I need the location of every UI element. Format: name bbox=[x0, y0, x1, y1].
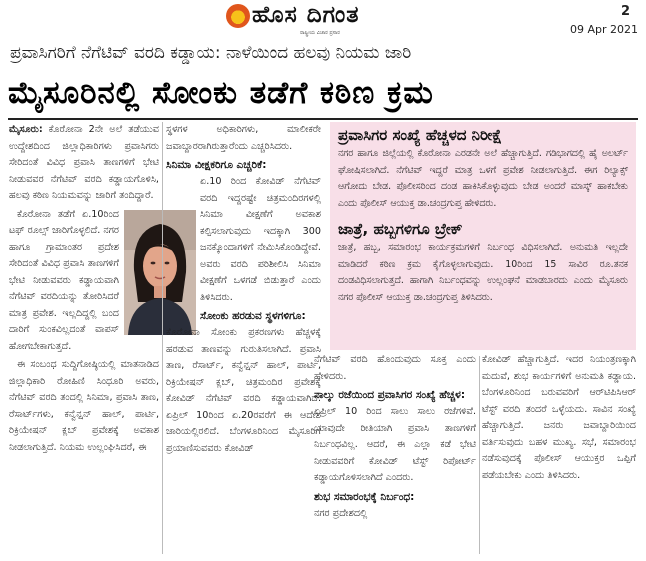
edition-date: 09 Apr 2021 bbox=[570, 23, 639, 36]
sun-logo-icon bbox=[226, 4, 250, 28]
body-paragraph: ಕೊರೋನಾ ಸೋಂಕು ಪ್ರಕರಣಗಳು ಹೆಚ್ಚಳಕ್ಕೆ ಹರಡುವ ತಾಣವನ್ನು ಗುರುತಿಸಲಾಗಿದೆ. ಪ್ರವಾಸಿ ತಾಣ, ರೆಸಾರ್ಟ್, ಕನ್ವೆನ್ಷನ್ ಹಾಲ್, ಪಾರ್ಟಿ, ರಿಕ್ರಿಯೇಷನ್ ಕ್ಲಬ್, ಚಿತ್ರಮಂದಿರ ಪ್ರವೇಶಕ್ಕೆ ಕೋವಿಡ್ ನೆಗೆಟಿವ್ ವರದಿ ಕಡ್ಡಾಯವಾಗಿದೆ. ಏಪ್ರಿಲ್ 10ರಿಂದ ಏ.20ರವರೆಗೆ ಈ ಆದೇಶ ಜಾರಿಯಲ್ಲಿರಲಿದೆ. ಬೆಂಗಳೂರಿನಿಂದ ಮೈಸೂರಿಗೆ ಪ್ರಯಾಣಿಸುವವರು ಕೋವಿಡ್ bbox=[166, 327, 321, 454]
body-paragraph: ಸ್ಥಳಗಳ ಅಧಿಕಾರಿಗಳು, ಮಾಲೀಕರೇ ಜವಾಬ್ದಾರರಾಗಿರುತ್ತಾರೆಂದು ಎಚ್ಚರಿಸಿದರು. bbox=[166, 124, 321, 152]
masthead bbox=[0, 0, 646, 42]
box-heading: ಪ್ರವಾಸಿಗರ ಸಂಖ್ಯೆ ಹೆಚ್ಚಳದ ನಿರೀಕ್ಷೆ bbox=[338, 126, 502, 144]
article-column-3 bbox=[314, 352, 476, 524]
subheading: ಶುಭ ಸಮಾರಂಭಕ್ಕೆ ನಿರ್ಬಂಧ: bbox=[314, 490, 415, 503]
boxed-sidebar-story bbox=[330, 122, 636, 350]
subheading: ನಾಲ್ಕು ರಜೆಯಿಂದ ಪ್ರವಾಸಿಗರ ಸಂಖ್ಯೆ ಹೆಚ್ಚಳ: bbox=[314, 389, 466, 401]
body-paragraph: ಏಪ್ರಿಲ್ 10 ರಿಂದ ಸಾಲು ಸಾಲು ರಜೆಗಳಿವೆ. ಯಾವುದೇ ರೀತಿಯಾಗಿ ಪ್ರವಾಸಿ ತಾಣಗಳಿಗೆ ನಿರ್ಬಂಧವಿಲ್ಲ. ಆದರೆ, ಈ ಎಲ್ಲಾ ಕಡೆ ಭೇಟಿ ನೀಡುವವರಿಗೆ ಕೋವಿಡ್ ಟೆಸ್ಟ್ ರಿಪೋರ್ಟ್ ಕಡ್ಡಾಯಗೊಳಿಸಲಾಗಿದೆ ಎಂದರು. bbox=[314, 406, 476, 483]
article-headline: ಮೈಸೂರಿನಲ್ಲಿ ಸೋಂಕು ತಡೆಗೆ ಕಠಿಣ ಕ್ರಮ bbox=[8, 75, 434, 111]
box-heading: ಜಾತ್ರೆ, ಹಬ್ಬಗಳಿಗೂ ಬ್ರೇಕ್ bbox=[338, 220, 463, 238]
column-divider bbox=[479, 356, 480, 554]
body-paragraph: ನೆಗೆಟಿವ್ ವರದಿ ಹೊಂದುವುದು ಸೂಕ್ತ ಎಂದು ಹೇಳಿದರು. bbox=[314, 354, 476, 382]
headline-divider bbox=[8, 118, 638, 120]
box-paragraph: ನಗರ ಹಾಗೂ ಜಿಲ್ಲೆಯಲ್ಲಿ ಕೊರೋನಾ ಎರಡನೇ ಅಲೆ ಹೆಚ್ಚಾಗುತ್ತಿದೆ. ಗಡಿಭಾಗದಲ್ಲಿ ಹೈ ಅಲರ್ಟ್ ಘೋಷಿಸಲಾಗಿದೆ. ನೆಗೆಟಿವ್ ಇದ್ದರೆ ಮಾತ್ರ ಒಳಗೆ ಪ್ರವೇಶ ನೀಡಲಾಗುತ್ತಿದೆ. ಈಗ ರಿಲ್ಯಾಕ್ಸ್ ಆಗೋದು ಬೇಡ. ಪೊಲೀಸರಿಂದ ದಂಡ ಹಾಕಿಸಿಕೊಳ್ಳುವುದು ಬೇಡ ಅಂದರೆ ಮಾಸ್ಕ್ ಹಾಕಬೇಕು ಎಂದು ಪೊಲೀಸ್ ಆಯುಕ್ತ ಡಾ.ಚಂದ್ರಗುಪ್ತ ಹೇಳಿದರು. bbox=[338, 148, 628, 209]
article-column-4 bbox=[482, 352, 636, 486]
subheading: ಸಿನಿಮಾ ವೀಕ್ಷಕರಿಗೂ ಎಚ್ಚರಿಕೆ: bbox=[166, 159, 267, 171]
body-paragraph: ಏ.10 ರಿಂದ ಕೋವಿಡ್ ನೆಗೆಟಿವ್ ವರದಿ ಇದ್ದರಷ್ಟೇ ಚಿತ್ರಮಂದಿರಗಳಲ್ಲಿ ಸಿನಿಮಾ ವೀಕ್ಷಣೆಗೆ ಅವಕಾಶ ಕಲ್ಪಿಸಲಾಗುವುದು ಇದಕ್ಕಾಗಿ 300 ಜನಕ್ಕೊಂದಾಗಳಿಗೆ ನೇಮಿಸಿಕೊಂಡಿದ್ದೇವೆ. ಅವರು ವರದಿ ಪರಿಶೀಲಿಸಿ ಸಿನಿಮಾ ವೀಕ್ಷಣೆಗೆ ಒಳಗಡೆ ಬಿಡುತ್ತಾರೆ ಎಂದು ತಿಳಿಸಿದರು. bbox=[200, 176, 321, 303]
intro-paragraph: ಕೊರೋನಾ 2ನೇ ಅಲೆ ತಡೆಯುವ ಉದ್ದೇಶದಿಂದ ಜಿಲ್ಲಾಧಿಕಾರಿಗಳು ಪ್ರವಾಸಿಗರು ಸೇರಿದಂತೆ ವಿವಿಧ ಪ್ರವಾಸಿ ತಾಣಗಳಿಗೆ ಭೇಟಿ ನೀಡುವವರ ನೆಗೆಟಿವ್ ವರದಿ ಕಡ್ಡಾಯಗೊಳಿಸಿ, ಹಲವು ಕಠಿಣ ನಿಯಮವನ್ನು ಜಾರಿಗೆ ತಂದಿದ್ದಾರೆ. bbox=[9, 124, 159, 201]
dateline: ಮೈಸೂರು: bbox=[9, 124, 43, 135]
body-paragraph: ಕೋವಿಡ್ ಹೆಚ್ಚಾಗುತ್ತಿದೆ. ಇದರ ನಿಯಂತ್ರಣಕ್ಕಾಗಿ ಮದುವೆ, ಶುಭ ಕಾರ್ಯಗಳಿಗೆ ಅನುಮತಿ ಕಡ್ಡಾಯ. ಬೆಂಗಳೂರಿನಿಂದ ಬರುವವರಿಗೆ ಆರ್‌ಟಿಪಿಸಿಆರ್ ಟೆಸ್ಟ್ ವರದಿ ತಂದರೆ ಒಳ್ಳೆಯದು. ಸಾವಿನ ಸಂಖ್ಯೆ ಹೆಚ್ಚಾಗುತ್ತಿದೆ. ಜನರು ಜವಾಬ್ದಾರಿಯಿಂದ ವರ್ತಿಸುವುದು ಬಹಳ ಮುಖ್ಯ. ಸಭೆ, ಸಮಾರಂಭ ನಡೆಸುವುದಕ್ಕೆ ಪೊಲೀಸ್ ಆಯುಕ್ತರ ಒಪ್ಪಿಗೆ ಪಡೆಯಬೇಕು ಎಂದು ತಿಳಿಸಿದರು. bbox=[482, 354, 636, 481]
newspaper-logo-text: ಹೊಸ ದಿಗಂತ bbox=[252, 2, 360, 28]
column-divider bbox=[162, 122, 163, 554]
subheading: ಸೋಂಕು ಹರಡುವ ಸ್ಥಳಗಳಿಗೂ: bbox=[200, 310, 306, 322]
body-paragraph: ನಗರ ಪ್ರದೇಶದಲ್ಲಿ bbox=[314, 507, 368, 519]
newspaper-tagline: ರಾಷ್ಟ್ರೀಯ ವಿಚಾರ ಪ್ರಸಾರ bbox=[300, 30, 340, 36]
box-paragraph: ಜಾತ್ರೆ, ಹಬ್ಬ, ಸಮಾರಂಭ ಕಾರ್ಯಕ್ರಮಗಳಿಗೆ ನಿರ್ಬಂಧ ವಿಧಿಸಲಾಗಿದೆ. ಅನುಮತಿ ಇಲ್ಲದೇ ಮಾಡಿದರೆ ಕಠಿಣ ಕ್ರಮ ಕೈಗೊಳ್ಳಲಾಗುವುದು. 10ರಿಂದ 15 ಸಾವಿರ ರೂ.ತನಕ ದಂಡವಿಧಿಸಲಾಗುತ್ತದೆ. ಹಾಗಾಗಿ ನಿರ್ಬಂಧವನ್ನು ಉಲ್ಲಂಘನೆ ಮಾಡಬಾರದು ಎಂದು ಮೈಸೂರು ನಗರ ಪೊಲೀಸ್ ಆಯುಕ್ತ ಡಾ.ಚಂದ್ರಗುಪ್ತ ತಿಳಿಸಿದರು. bbox=[338, 242, 628, 303]
page-number: 2 bbox=[621, 4, 631, 19]
article-kicker: ಪ್ರವಾಸಿಗರಿಗೆ ನೆಗೆಟಿವ್ ವರದಿ ಕಡ್ಡಾಯ: ನಾಳೆಯಿಂದ ಹಲವು ನಿಯಮ ಜಾರಿ bbox=[10, 43, 412, 63]
article-column-2 bbox=[166, 122, 321, 459]
body-paragraph: ಈ ಸಂಬಂಧ ಸುದ್ದಿಗೋಷ್ಠಿಯಲ್ಲಿ ಮಾತನಾಡಿದ ಜಿಲ್ಲಾಧಿಕಾರಿ ರೋಹಿಣಿ ಸಿಂಧೂರಿ ಅವರು, ನೆಗೆಟಿವ್ ವರದಿ ತಂದಲ್ಲಿ ಸಿನಿಮಾ, ಪ್ರವಾಸಿ ತಾಣ, ರೆಸಾರ್ಟ್‌ಗಳು, ಕನ್ವೆನ್ಷನ್ ಹಾಲ್, ಪಾರ್ಟಿ, ರಿಕ್ರಿಯೇಷನ್ ಕ್ಲಬ್ ಪ್ರವೇಶಕ್ಕೆ ಅವಕಾಶ ನೀಡಲಾಗುತ್ತಿದೆ. ನಿಯಮ ಉಲ್ಲಂಘಿಸಿದರೆ, ಈ bbox=[9, 359, 159, 453]
body-paragraph: ಕೊರೋನಾ ತಡೆಗೆ ಏ.10ರಿಂದ ಟಫ್ ರೂಲ್ಸ್ ಜಾರಿಗೊಳ್ಳಲಿದೆ. ನಗರ ಹಾಗೂ ಗ್ರಾಮಾಂತರ ಪ್ರದೇಶ ಸೇರಿದಂತೆ ವಿವಿಧ ಪ್ರವಾಸಿ ತಾಣಗಳಿಗೆ ಭೇಟಿ ನೀಡುವವರು ಕಡ್ಡಾಯವಾಗಿ ನೆಗೆಟಿವ್ ವರದಿಯನ್ನು ತೋರಿಸಿದರೆ ಮಾತ್ರ ಪ್ರವೇಶ. ಇಲ್ಲದಿದ್ದಲ್ಲಿ ಬಂದ ದಾರಿಗೆ ಸುಂಕವಿಲ್ಲದಂತೆ ವಾಪಸ್ ಹೋಗಬೇಕಾಗುತ್ತದೆ. bbox=[9, 208, 119, 352]
